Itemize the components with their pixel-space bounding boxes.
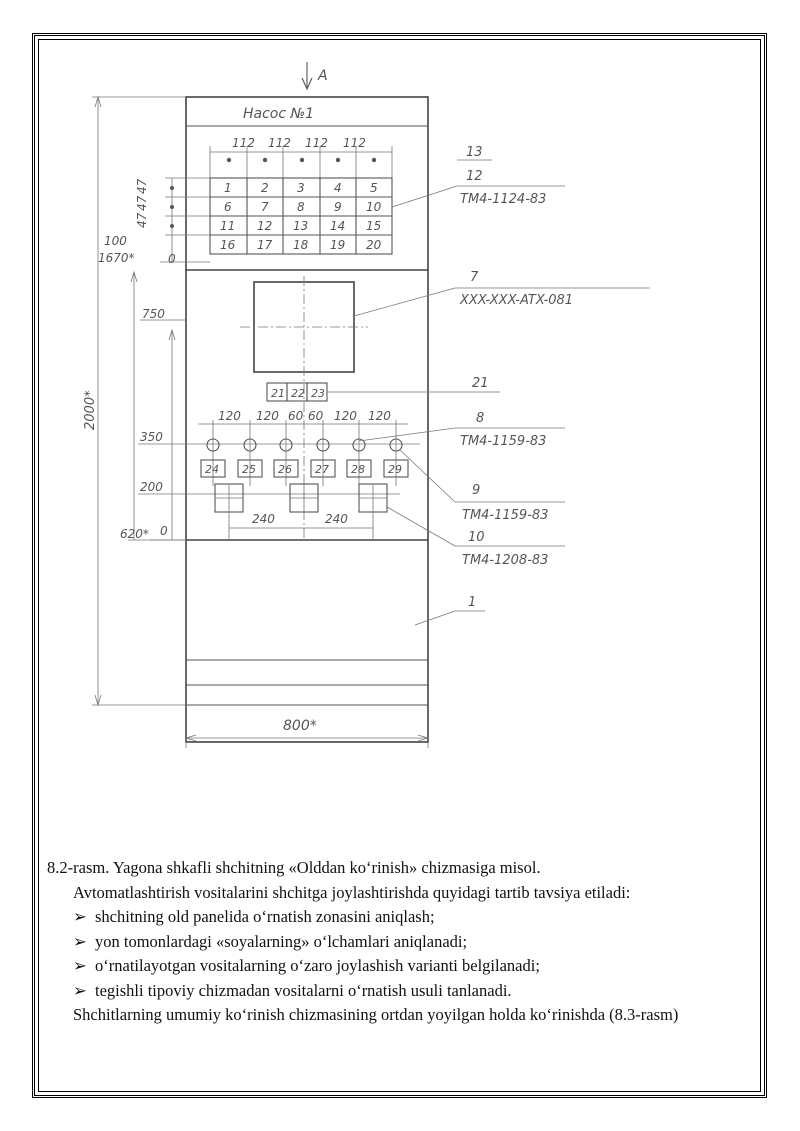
callout-13: 13 (466, 145, 483, 160)
top-spacing-4: 112 (343, 136, 366, 150)
dim-width: 800* (283, 718, 317, 734)
row-spacing: 60 (288, 409, 304, 423)
label-box-text: 29 (388, 463, 402, 476)
callout-tm1159b: TM4-1159-83 (462, 508, 549, 523)
left-spacing-2: 47 (135, 195, 149, 211)
callout-tm1124: TM4-1124-83 (460, 192, 547, 207)
view-arrow-label: A (318, 68, 328, 84)
list-item (47, 979, 737, 1004)
dim-240-right: 240 (325, 512, 348, 526)
callout-10: 10 (468, 530, 485, 545)
grid-cell: 12 (257, 219, 273, 233)
callout-xxx: XXX-XXX-ATX-081 (460, 293, 574, 308)
callout-8: 8 (476, 411, 485, 426)
intro-paragraph: Avtomatlashtirish vositalarini shchitga joylashtirishda quyidagi tartib tavsiya etiladi: (73, 882, 631, 902)
callout-21: 21 (472, 376, 489, 391)
row-spacing: 120 (218, 409, 241, 423)
label-box-text: 24 (205, 463, 219, 476)
grid-cell: 6 (224, 200, 232, 214)
top-spacing-1: 112 (232, 136, 255, 150)
figure-caption: 8.2-rasm. Yagona shkafli shchitning «Olddan ko‘rinish» chizmasiga misol. (47, 858, 541, 877)
callout-12: 12 (466, 169, 483, 184)
label-box-text: 26 (278, 463, 292, 476)
dim-total-height: 2000* (83, 390, 98, 430)
box-label: 22 (291, 387, 305, 400)
grid-cell: 15 (366, 219, 382, 233)
box-label: 21 (271, 387, 285, 400)
list-item-text: shchitning old panelida o‘rnatish zonasini aniqlash; (95, 907, 435, 926)
label-box-text: 25 (242, 463, 256, 476)
grid-cell: 1 (224, 181, 232, 195)
list-item (47, 930, 737, 955)
grid-cell: 17 (257, 238, 273, 252)
callout-1: 1 (468, 595, 477, 610)
row-spacing: 120 (256, 409, 279, 423)
arrow-bullet-icon: ➢ (73, 956, 87, 975)
list-item-text: o‘rnatilayotgan vositalarning o‘zaro joylashish varianti belgilanadi; (95, 956, 540, 975)
grid-cell: 16 (220, 238, 236, 252)
grid-cell: 10 (366, 200, 382, 214)
grid-cell: 18 (293, 238, 309, 252)
dim-200: 200 (140, 480, 163, 494)
grid-cell: 9 (334, 200, 342, 214)
dim-zero-top: 0 (168, 252, 176, 266)
list-item (47, 954, 737, 979)
row-spacing: 120 (334, 409, 357, 423)
row-spacing: 60 (308, 409, 324, 423)
grid-cell: 4 (334, 181, 342, 195)
callout-tm1159a: TM4-1159-83 (460, 434, 547, 449)
list-item-text: tegishli tipoviy chizmadan vositalarni o‘rnatish usuli tanlanadi. (95, 980, 512, 1000)
row-spacing: 120 (368, 409, 391, 423)
dim-240-left: 240 (252, 512, 275, 526)
dim-350: 350 (140, 430, 163, 444)
list-item-text: yon tomonlardagi «soyalarning» o‘lchamlari aniqlanadi; (95, 931, 468, 951)
label-box-text: 27 (315, 463, 329, 476)
grid-cell: 14 (330, 219, 346, 233)
grid-cell: 19 (330, 238, 346, 252)
body-text (47, 856, 737, 1028)
top-spacing-3: 112 (305, 136, 328, 150)
grid-cell: 8 (297, 200, 305, 214)
grid-cell: 7 (261, 200, 269, 214)
callout-7: 7 (470, 270, 479, 285)
grid-cell: 5 (370, 181, 378, 195)
grid-cell: 20 (366, 238, 382, 252)
box-label: 23 (311, 387, 325, 400)
panel-title: Hacoc №1 (243, 106, 314, 122)
dim-100: 100 (104, 234, 127, 248)
left-spacing-1: 47 (135, 212, 149, 228)
grid-cell: 11 (220, 219, 236, 233)
list-item (47, 905, 737, 930)
grid-cell: 3 (297, 181, 305, 195)
arrow-bullet-icon: ➢ (73, 980, 87, 1000)
dim-zero-bottom: 0 (160, 524, 168, 538)
dim-750: 750 (142, 307, 165, 321)
dim-1670: 1670* (98, 251, 135, 265)
top-spacing-2: 112 (268, 136, 291, 150)
label-box-text: 28 (351, 463, 365, 476)
arrow-bullet-icon: ➢ (73, 907, 87, 926)
dim-620: 620* (120, 527, 149, 541)
grid-cell: 2 (261, 181, 269, 195)
callout-9: 9 (472, 483, 481, 498)
arrow-bullet-icon: ➢ (73, 931, 87, 951)
left-spacing-3: 47 (135, 178, 149, 194)
callout-tm1208: TM4-1208-83 (462, 553, 549, 568)
grid-cell: 13 (293, 219, 309, 233)
closing-paragraph: Shchitlarning umumiy ko‘rinish chizmasining ortdan yoyilgan holda ko‘rinishda (8.3-rasm) (73, 1005, 679, 1024)
